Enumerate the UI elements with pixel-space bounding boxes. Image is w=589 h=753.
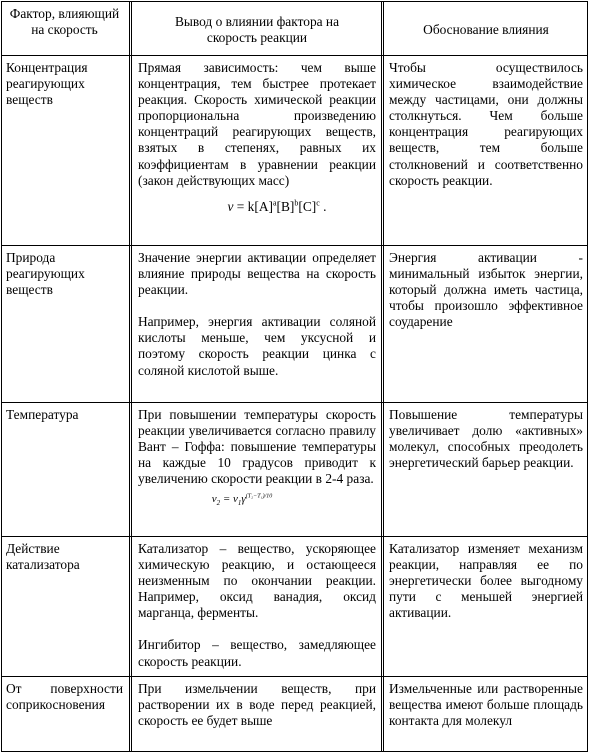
header-factor: Фактор, влияющий на скорость: [9, 6, 120, 38]
row-3-factor: Температура: [6, 407, 79, 422]
row-2-justification: [385, 250, 587, 330]
row-1-factor: Концентрация реагирующих веществ: [6, 60, 88, 108]
row-2-conclusion: [134, 250, 380, 379]
row-1-justification-text: Чтобы осуществилось химическое взаимодействие между частицами, они должны столкнуться. Чем больше концентрация реагирующих веществ, тем больше столкновений и соответственно скорость реакции.: [389, 60, 583, 188]
table-border-right: [587, 1, 588, 752]
row-divider-1: [1, 245, 588, 246]
row-divider-4: [1, 676, 588, 677]
table-border-top: [1, 1, 588, 2]
row-2-justification-text: Энергия активации - минимальный избыток энергии, который должна иметь частица, чтобы произошло эффективное соударение: [389, 250, 583, 330]
row-4-conclusion-text-2: Ингибитор – вещество, замедляющее скорость реакции.: [138, 637, 376, 669]
vant-hoff-formula: $v_2 = v_1\gamma^{(T_2-T_1)/10}$: [211, 493, 273, 508]
table-border-col2: [381, 1, 382, 752]
mass-action-formula: $v = k[A]^a[B]^b[C]^c$ .: [227, 198, 327, 214]
row-divider-3: [1, 536, 588, 537]
row-4-justification: [385, 541, 587, 621]
row-2-conclusion-text-1: Значение энергии активации определяет влияние природы вещества на скорость реакции.: [138, 250, 376, 298]
row-3-justification-text: Повышение температуры увеличивает долю «активных» молекул, способных преодолеть энергетический барьер реакции.: [389, 407, 583, 471]
row-3-conclusion: [134, 407, 380, 512]
row-4-factor: Действие катализатора: [6, 541, 80, 573]
table-border-col1b: [131, 1, 132, 752]
row-3-conclusion-text: При повышении температуры скорость реакции увеличивается согласно правилу Вант – Гоффа: повышение температуры на каждые 10 градусов приводит к увеличению скорости реакции в 2-4 раза.: [138, 407, 376, 487]
row-5-conclusion-text: При измельчении веществ, при растворении их в воде перед реакцией, скорость ее будет выше: [138, 681, 376, 729]
row-5-justification-text: Измельченные или растворенные вещества имеют больше площадь контакта для молекул: [389, 681, 583, 729]
row-4-conclusion: [134, 541, 380, 670]
row-1-formula: [138, 199, 376, 215]
row-4-justification-text: Катализатор изменяет механизм реакции, направляя ее по энергетически более выгодному пути с меньшей энергией активации.: [389, 541, 583, 621]
table-border-col2b: [383, 1, 384, 752]
row-divider-header: [1, 55, 588, 56]
row-1-conclusion-text: Прямая зависимость: чем выше концентрация, тем быстрее протекает реакция. Скорость химической реакции пропорциональна произведению концентраций реагирующих веществ, взятых в степенях, равных их коэффициентам в уравнении реакции (закон действующих масс): [138, 60, 376, 188]
row-1-justification: [385, 60, 587, 189]
table-border-left: [1, 1, 2, 752]
header-conclusion: Вывод о влиянии фактора на скорость реакции: [174, 14, 340, 46]
row-4-conclusion-text-1: Катализатор – вещество, ускоряющее химическую реакцию, и остающееся неизменным по окончании реакции. Например, оксид ванадия, оксид марганца, ферменты.: [138, 541, 376, 621]
header-justification: Обоснование влияния: [423, 22, 549, 37]
row-1-conclusion: [134, 60, 380, 215]
row-5-factor: [2, 681, 127, 713]
row-2-factor: Природа реагирующих веществ: [6, 250, 85, 298]
row-5-factor-text: От поверхности соприкосновения: [6, 681, 123, 713]
row-2-conclusion-text-2: Например, энергия активации соляной кислоты меньше, чем уксусной и поэтому скорость реакции цинка с соляной кислотой выше.: [138, 314, 376, 378]
table-border-col1: [129, 1, 130, 752]
row-divider-2: [1, 402, 588, 403]
table-border-bottom: [1, 751, 588, 752]
row-3-justification: [385, 407, 587, 471]
row-5-justification: [385, 681, 587, 729]
row-5-conclusion: [134, 681, 380, 729]
